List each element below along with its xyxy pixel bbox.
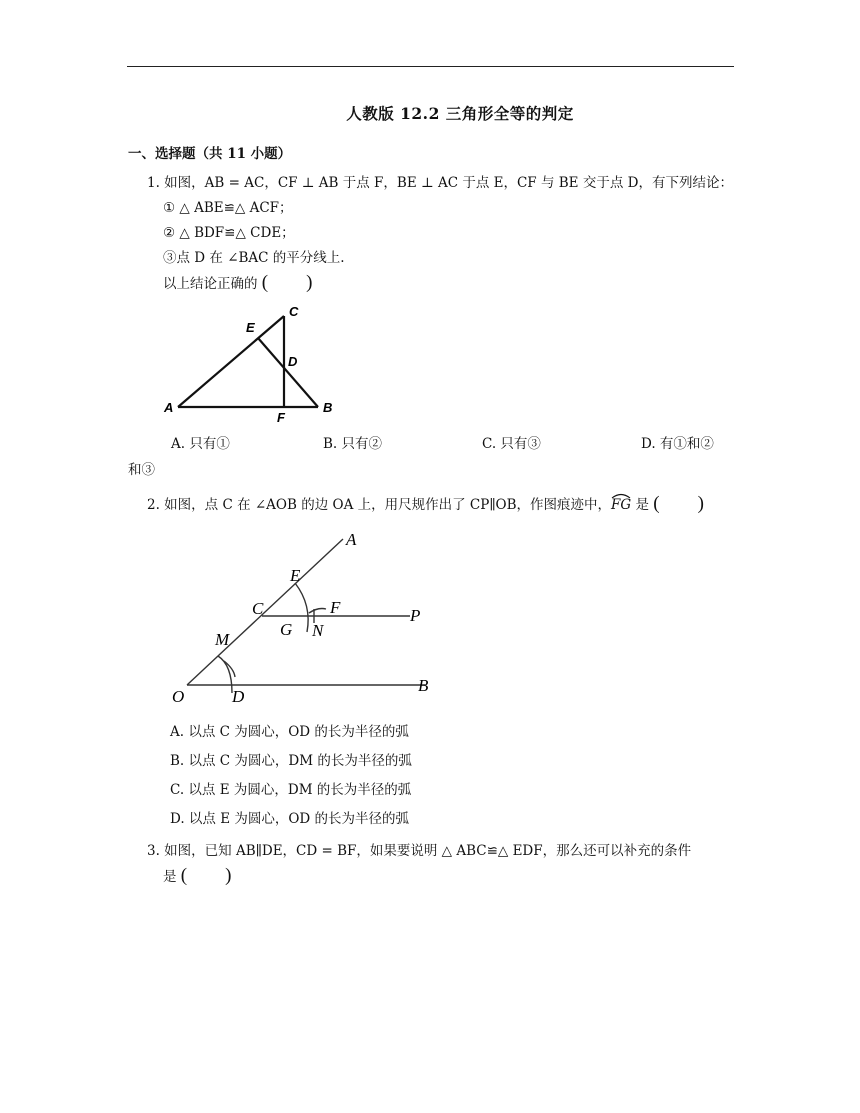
ray-OA	[187, 539, 343, 685]
q2-construction-figure	[160, 525, 450, 710]
q1-triangle-figure	[160, 300, 360, 430]
label-C: C	[289, 304, 299, 319]
label-M: M	[215, 630, 230, 649]
q1-answer-blank: ( )	[261, 272, 313, 293]
q3-prompt-text: 是	[163, 869, 177, 885]
q1-statement-1: ① △ ABE≌△ ACF；	[163, 200, 293, 216]
segment-BE	[258, 338, 318, 407]
label-E: E	[290, 566, 301, 585]
header-rule	[127, 66, 734, 67]
q3-answer-blank: ( )	[180, 865, 232, 886]
label-B: B	[323, 400, 333, 415]
label-E: E	[246, 320, 255, 335]
q1-option-d: D. 有①和②	[641, 436, 714, 452]
q1-prompt-text: 以上结论正确的	[163, 276, 258, 292]
q2-stem	[147, 494, 704, 515]
q1-statement-3: ③点 D 在 ∠BAC 的平分线上.	[163, 250, 345, 266]
q1-option-d-continued: 和③	[128, 462, 155, 478]
q1-stem: 1. 如图，AB = AC，CF ⊥ AB 于点 F，BE ⊥ AC 于点 E，CF 与 BE 交于点 D，有下列结论：	[147, 175, 733, 191]
label-F: F	[330, 598, 341, 617]
label-N: N	[312, 621, 324, 640]
q1-option-b: B. 只有②	[323, 436, 383, 452]
q2-option-c: C. 以点 E 为圆心，DM 的长为半径的弧	[170, 782, 412, 798]
arc-EG	[295, 583, 308, 632]
arc-F	[309, 609, 326, 614]
label-B: B	[418, 676, 429, 695]
q1-statement-2: ② △ BDF≌△ CDE；	[163, 225, 295, 241]
q3-prompt	[163, 866, 231, 887]
q2-answer-blank: ( )	[653, 493, 704, 514]
segment-AC	[178, 316, 284, 407]
section-title: 一、选择题（共 11 小题）	[128, 146, 292, 162]
q2-stem-end: 是	[631, 497, 649, 513]
label-P: P	[410, 606, 421, 625]
label-A: A	[346, 530, 357, 549]
label-D: D	[232, 687, 245, 706]
q2-option-a: A. 以点 C 为圆心，OD 的长为半径的弧	[170, 724, 409, 740]
q3-stem: 3. 如图，已知 AB∥DE，CD = BF，如果要说明 △ ABC≌△ EDF，那么还可以补充的条件	[147, 843, 692, 859]
q2-stem-text: 2. 如图，点 C 在 ∠AOB 的边 OA 上，用尺规作出了 CP∥OB，作图痕迹中，	[147, 497, 612, 513]
q1-option-a: A. 只有①	[171, 436, 230, 452]
label-C: C	[252, 599, 264, 618]
q2-arc-fg	[611, 495, 631, 515]
q2-option-b: B. 以点 C 为圆心，DM 的长为半径的弧	[170, 753, 412, 769]
label-D: D	[288, 354, 298, 369]
label-F: F	[277, 410, 285, 425]
document-title: 人教版 12.2 三角形全等的判定	[346, 104, 574, 123]
label-O: O	[172, 687, 185, 706]
q1-prompt	[163, 273, 312, 294]
q1-option-c: C. 只有③	[482, 436, 541, 452]
q2-arc-label: FG	[611, 497, 632, 513]
label-G: G	[280, 620, 293, 639]
q2-option-d: D. 以点 E 为圆心，OD 的长为半径的弧	[170, 811, 410, 827]
arc-symbol-icon	[611, 493, 631, 499]
label-A: A	[164, 400, 174, 415]
